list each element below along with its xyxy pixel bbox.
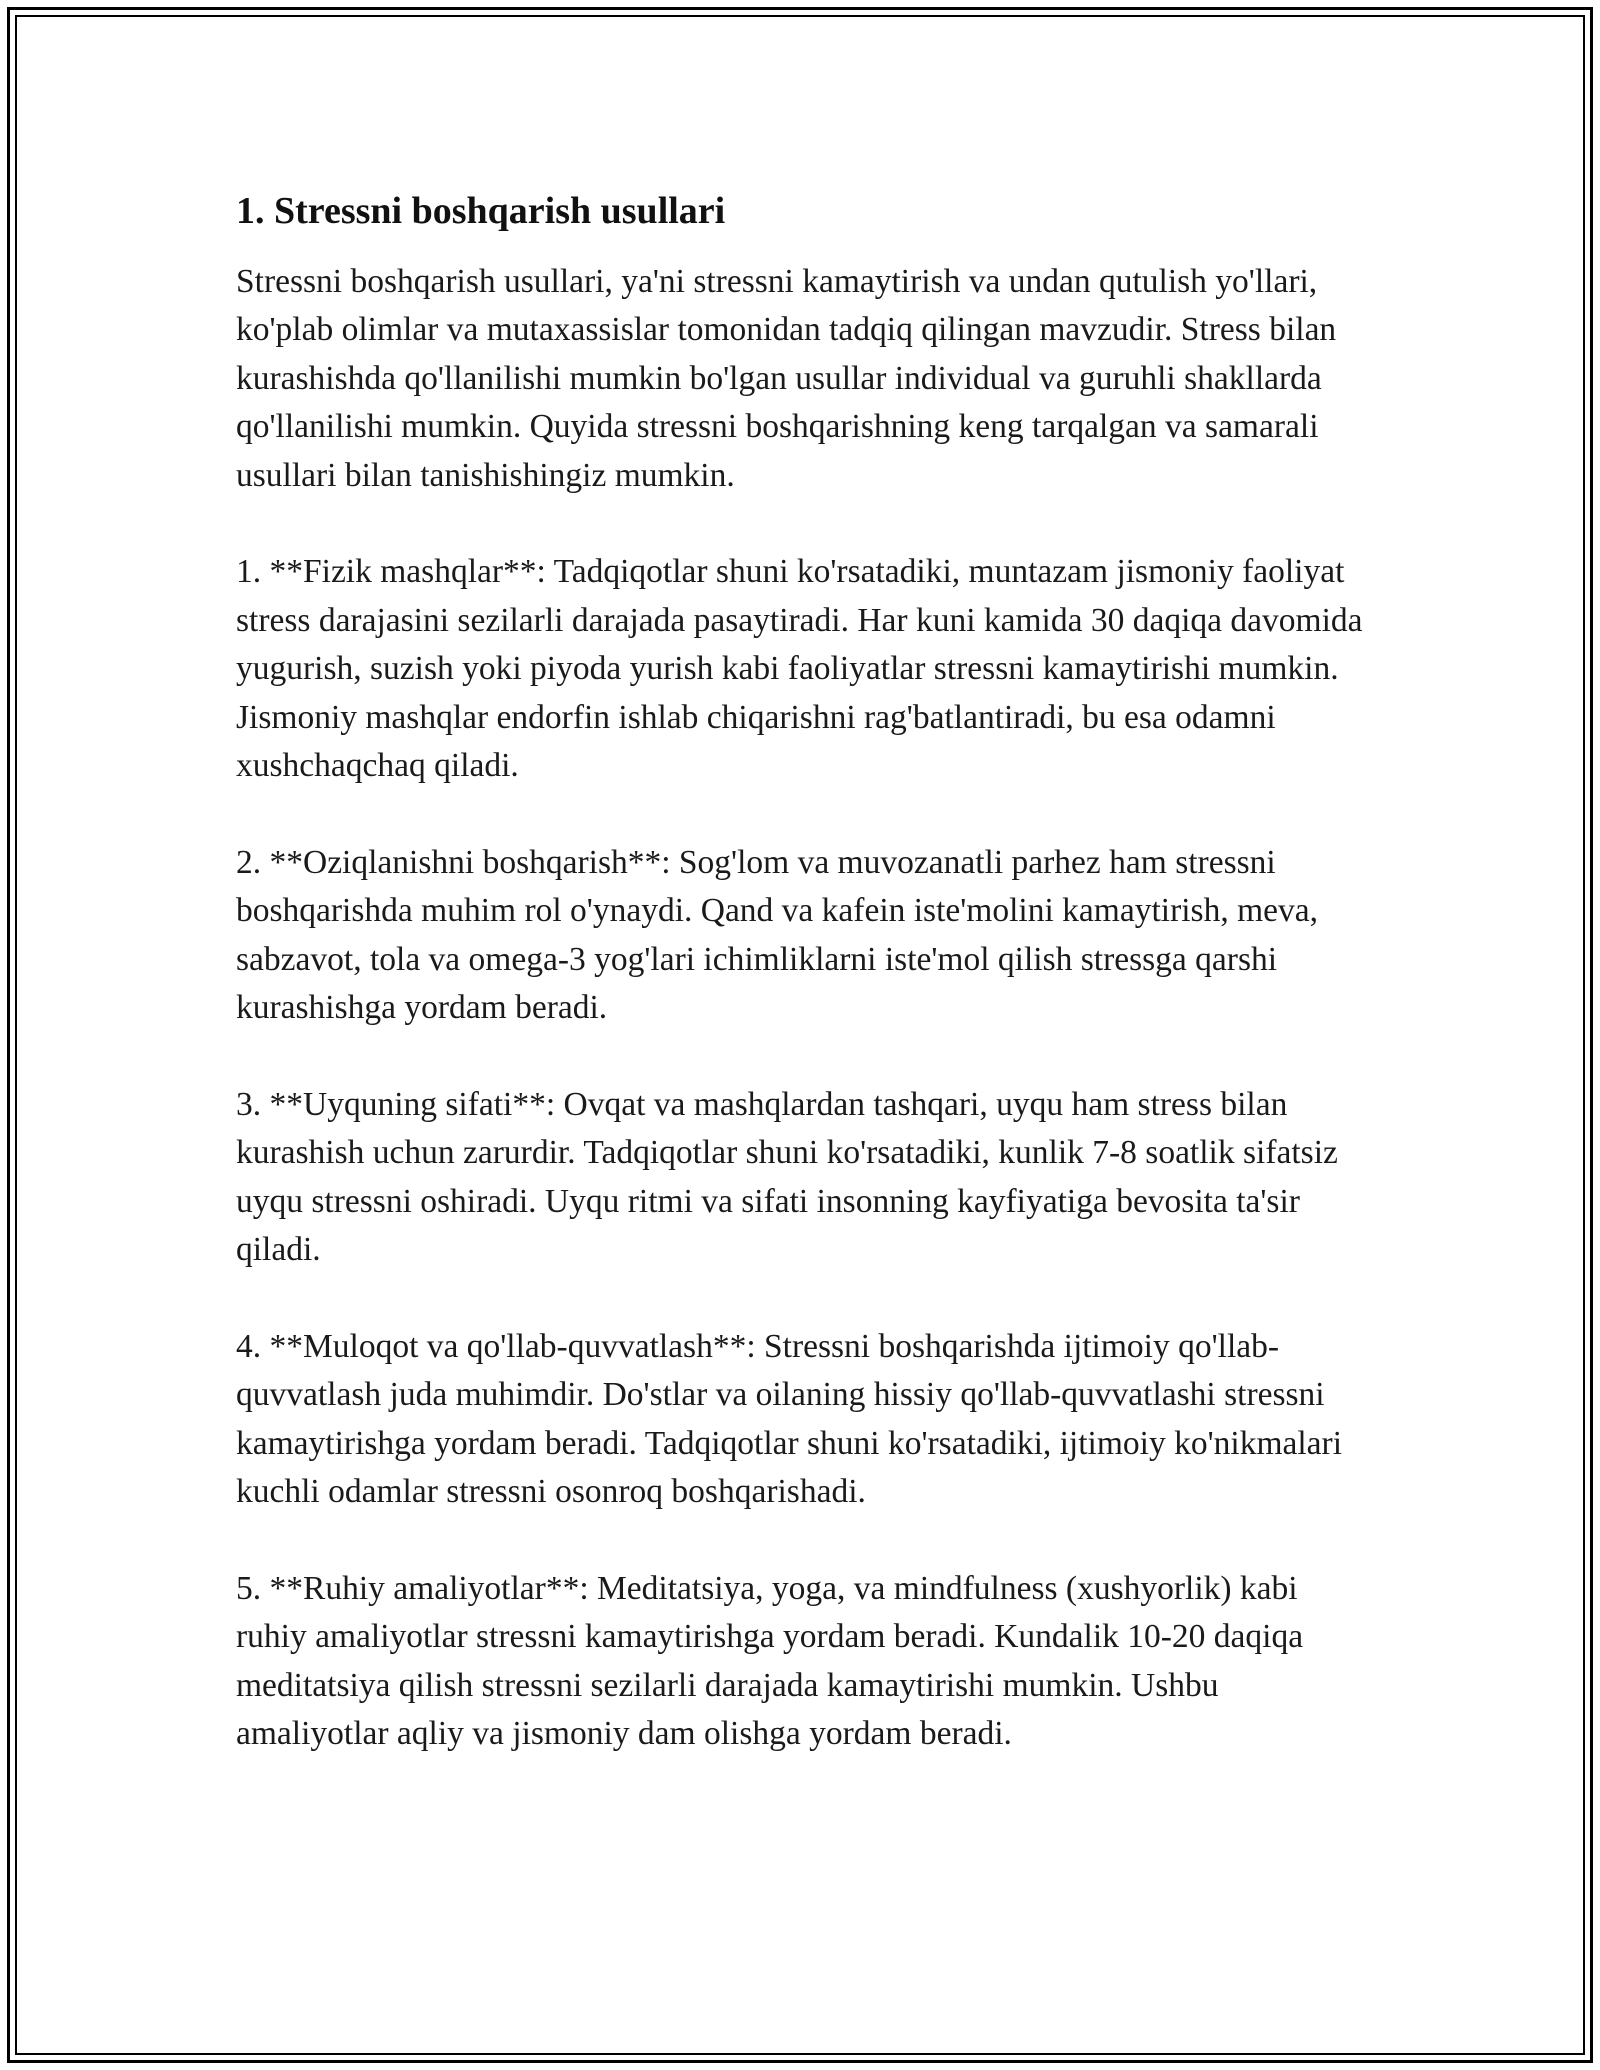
section-title: 1. Stressni boshqarish usullari (236, 190, 726, 232)
paragraph-physical-exercise: 1. **Fizik mashqlar**: Tadqiqotlar shuni ko'rsatadiki, muntazam jismoniy faoliyat stress darajasini sezilarli darajada pasaytiradi. Har kuni kamida 30 daqiqa davomida yugurish, suzish yoki piyoda yurish kabi faoliyatlar stressni kamaytirishi mumkin. Jismoniy mashqlar endorfin ishlab chiqarishni rag'batlantiradi, bu esa odamni xushchaqchaq qiladi. (236, 553, 1363, 785)
intro-paragraph: Stressni boshqarish usullari, ya'ni stressni kamaytirish va undan qutulish yo'llari, ko'plab olimlar va mutaxassislar tomonidan tadqiq qilingan mavzudir. Stress bilan kurashishda qo'llanilishi mumkin bo'lgan usullar individual va guruhli shakllarda qo'llanilishi mumkin. Quyida stressni boshqarishning keng tarqalgan va samarali usullari bilan tanishishingiz mumkin. (236, 263, 1337, 494)
paragraph-sleep-quality: 3. **Uyquning sifati**: Ovqat va mashqlardan tashqari, uyqu ham stress bilan kurashish uchun zarurdir. Tadqiqotlar shuni ko'rsatadiki, kunlik 7-8 soatlik sifatsiz uyqu stressni oshiradi. Uyqu ritmi va sifati insonning kayfiyatiga bevosita ta'sir qiladi. (236, 1085, 1338, 1269)
document-body (236, 186, 1376, 1807)
paragraph-nutrition: 2. **Oziqlanishni boshqarish**: Sog'lom va muvozanatli parhez ham stressni boshqarishda muhim rol o'ynaydi. Qand va kafein iste'molini kamaytirish, meva, sabzavot, tola va omega-3 yog'lari ichimliklarni iste'mol qilish stressga qarshi kurashishga yordam beradi. (236, 843, 1318, 1027)
paragraph-mental-practices: 5. **Ruhiy amaliyotlar**: Meditatsiya, yoga, va mindfulness (xushyorlik) kabi ruhiy amaliyotlar stressni kamaytirishga yordam beradi. Kundalik 10-20 daqiqa meditatsiya qilish stressni sezilarli darajada kamaytirishi mumkin. Ushbu amaliyotlar aqliy va jismoniy dam olishga yordam beradi. (236, 1569, 1304, 1753)
paragraph-social-support: 4. **Muloqot va qo'llab-quvvatlash**: Stressni boshqarishda ijtimoiy qo'llab-quvvatlash juda muhimdir. Do'stlar va oilaning hissiy qo'llab-quvvatlashi stressni kamaytirishga yordam beradi. Tadqiqotlar shuni ko'rsatadiki, ijtimoiy ko'nikmalari kuchli odamlar stressni osonroq boshqarishadi. (236, 1327, 1343, 1511)
